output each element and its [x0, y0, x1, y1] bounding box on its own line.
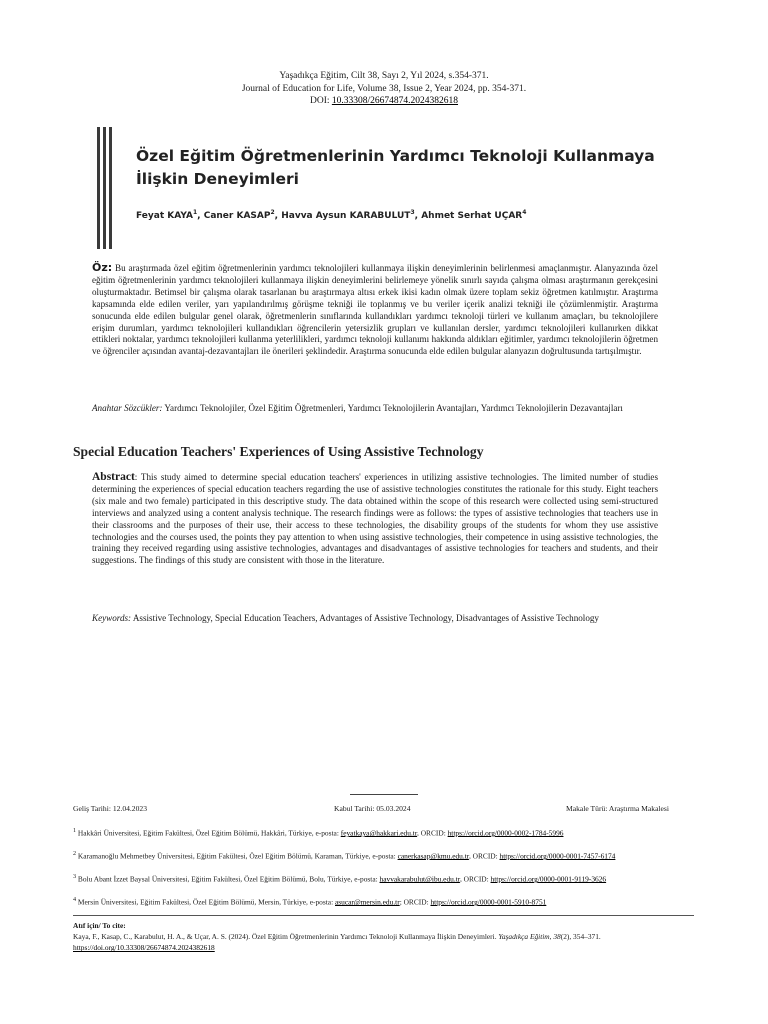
- english-keywords: [92, 613, 658, 625]
- citation-block: [73, 920, 694, 954]
- author-name: Feyat KAYA: [136, 211, 193, 221]
- article-title: Özel Eğitim Öğretmenlerinin Yardımcı Teknoloji Kullanmaya İlişkin Deneyimleri: [136, 147, 655, 188]
- email-link[interactable]: asucar@mersin.edu.tr: [335, 897, 400, 907]
- keywords-label: Keywords:: [92, 613, 132, 623]
- decor-bar: [103, 127, 106, 249]
- citation-issue: (2), 354–371.: [560, 932, 601, 942]
- footnote-divider: [350, 794, 418, 795]
- orcid-label: , ORCID:: [417, 828, 448, 838]
- doi-line: [0, 95, 768, 108]
- oz-text: Bu araştırmada özel eğitim öğretmenlerinin yardımcı teknolojileri kullanmaya ilişkin deneyimlerinin belirlenmesi amaçlanmıştır. Alanyazında özel eğitim öğretmenlerinin yardımcı teknolojileri kullanmaya ilişkin deneyimlerini belirlemeye yönelik sınırlı sayıda çalışma olması araştırmanın gerekçesini oluşturmaktadır. Betimsel bir çalışma olarak tasarlanan bu araştırmaya altısı erkek ikisi kadın olmak üzere toplam sekiz öğretmen katılmıştır. Araştırma kapsamında elde edilen veriler, yarı yapılandırılmış görüşme tekniği ile toplanmış ve bu veriler içerik analizi tekniği ile çözümlenmiştir. Araştırma sonucunda elde edilen bulgular genel olarak, öğretmenlerin sınıflarında kullandıkları yardımcı teknoloji türleri ve kullanım amaçları, bu teknolojilere erişim durumları, yardımcı teknolojileri kullandıkları öğrencilerin yetersizlik grupları ve kullanılan dersler, yardımcı teknolojileri kullanırken dikkat ettikleri noktalar, yardımcı teknolojileri kullanma yeterlilikleri, yardımcı teknoloji kullanımı hakkında aldıkları eğitimler, yardımcı teknolojilerin öğretmen ve öğrenciler açısından avantaj-dezavantajları ile önerileri şeklindedir. Araştırma sonucunda elde edilen bulgular alanyazın doğrultusunda tartışılmıştır.: [92, 263, 658, 357]
- turkish-keywords: [92, 403, 658, 415]
- author-affiliation-mark: 2: [270, 209, 275, 216]
- citation-journal: Yaşadıkça Eğitim, 38: [498, 932, 561, 942]
- author-affiliation-mark: 1: [192, 209, 198, 216]
- email-link[interactable]: feyatkaya@hakkari.edu.tr: [340, 828, 418, 838]
- footnote-mark: 3: [73, 874, 77, 880]
- orcid-link[interactable]: https://orcid.org/0000-0001-9119-3626: [490, 874, 607, 884]
- article-type: Makale Türü: Araştırma Makalesi: [566, 804, 669, 813]
- citation-body: Kaya, F., Kasap, C., Karabulut, H. A., & Uçar, A. S. (2024). Özel Eğitim Öğretmenlerinin Yardımcı Teknoloji Kullanmaya İlişkin Deneyimleri.: [73, 932, 499, 942]
- title-decoration-bars: [97, 127, 119, 249]
- doi-link[interactable]: 10.33308/26674874.2024382618: [331, 96, 459, 106]
- orcid-link[interactable]: https://orcid.org/0000-0001-7457-6174: [499, 851, 616, 861]
- citation-text: [73, 931, 694, 953]
- footnote-affiliation: Hakkâri Üniversitesi, Eğitim Fakültesi, Özel Eğitim Bölümü, Hakkâri, Türkiye, e-posta:: [76, 828, 341, 838]
- turkish-abstract: [92, 262, 658, 358]
- abstract-text: : This study aimed to determine special education teachers' experiences in utilizing assistive technologies. The limited number of studies determining the experiences of special education teachers regarding the use of assistive technologies constitutes the rationale for this study. Eight teachers (six male and two female) participated in this descriptive study. The data obtained within the scope of this research were collected using semi-structured interviews and analyzed using a content analysis technique. The research findings were as follows: the types of assistive technologies that teachers use in their classrooms and the purposes of their use, their access to these technologies, the disability groups of the students for whom they use assistive technologies and the courses used, the points they pay attention to when using assistive technologies, their competence in using assistive technologies, the training they received regarding using assistive technologies, advantages and disadvantages of assistive technologies for teachers and students, and their suggestions. The findings of this study are consistent with those in the literature.: [92, 472, 658, 566]
- citation-doi-link[interactable]: https://doi.org/10.33308/26674874.2024382618: [73, 943, 215, 953]
- doi-prefix: DOI:: [309, 96, 332, 106]
- decor-bar: [109, 127, 112, 249]
- orcid-label: , ORCID:: [468, 851, 500, 861]
- author-affiliation-mark: 4: [522, 209, 527, 216]
- author-name: Havva Aysun KARABULUT: [281, 211, 411, 221]
- footnote-affiliation: Mersin Üniversitesi, Eğitim Fakültesi, Özel Eğitim Bölümü, Mersin, Türkiye, e-posta:: [76, 897, 335, 907]
- journal-line-tr: Yaşadıkça Eğitim, Cilt 38, Sayı 2, Yıl 2024, s.354-371.: [279, 71, 489, 81]
- email-link[interactable]: havvakarabulut@ibu.edu.tr: [379, 874, 460, 884]
- anahtar-label: Anahtar Sözcükler:: [92, 403, 163, 413]
- author-affiliation-mark: 3: [410, 209, 415, 216]
- keywords-text: Assistive Technology, Special Education Teachers, Advantages of Assistive Technology, Disadvantages of Assistive Technology: [131, 613, 599, 623]
- anahtar-text: Yardımcı Teknolojiler, Özel Eğitim Öğretmenleri, Yardımcı Teknolojilerin Avantajları, Yardımcı Teknolojilerin Dezavantajları: [162, 403, 623, 413]
- oz-label: Öz:: [92, 261, 113, 274]
- journal-header: [0, 70, 768, 108]
- orcid-label: ; ORCID:: [399, 897, 431, 907]
- footnote: [73, 849, 694, 862]
- email-link[interactable]: canerkasap@kmu.edu.tr: [397, 851, 469, 861]
- english-abstract: [92, 472, 658, 567]
- footnote-affiliation: Karamanoğlu Mehmetbey Üniversitesi, Eğitim Fakültesi, Özel Eğitim Bölümü, Karaman, Türkiye, e-posta:: [76, 851, 398, 861]
- accepted-date: Kabul Tarihi: 05.03.2024: [334, 804, 411, 813]
- footnote: [73, 826, 694, 839]
- author-name: Ahmet Serhat UÇAR: [421, 211, 523, 221]
- decor-bar: [97, 127, 100, 249]
- abstract-label: Abstract: [92, 471, 135, 483]
- orcid-link[interactable]: https://orcid.org/0000-0001-5910-8751: [430, 897, 547, 907]
- footnote-mark: 2: [73, 851, 77, 857]
- footnote: [73, 895, 694, 908]
- orcid-link[interactable]: https://orcid.org/0000-0002-1784-5996: [447, 828, 564, 838]
- orcid-label: , ORCID:: [459, 874, 491, 884]
- footnote: [73, 872, 694, 885]
- citation-rule: [73, 915, 694, 916]
- author-list: Feyat KAYA$^1$, Caner KASAP$^2$, Havva Aysun KARABULUT$^3$, Ahmet Serhat UÇAR$^4$: [136, 209, 527, 221]
- footnote-mark: 4: [73, 897, 77, 903]
- citation-label: Atıf için/ To cite:: [73, 921, 126, 930]
- journal-line-en: Journal of Education for Life, Volume 38, Issue 2, Year 2024, pp. 354-371.: [241, 83, 527, 94]
- footnote-affiliation: Bolu Abant İzzet Baysal Üniversitesi, Eğitim Fakültesi, Özel Eğitim Bölümü, Bolu, Türkiye, e-posta:: [76, 874, 380, 884]
- english-title: Special Education Teachers' Experiences of Using Assistive Technology: [73, 444, 484, 459]
- footnote-mark: 1: [73, 828, 77, 834]
- author-name: Caner KASAP: [203, 211, 271, 221]
- received-date: Geliş Tarihi: 12.04.2023: [73, 804, 147, 813]
